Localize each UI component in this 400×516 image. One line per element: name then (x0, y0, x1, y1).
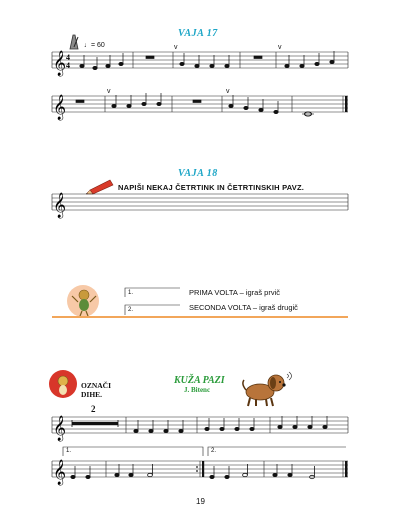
kuza-title: KUŽA PAZI (174, 375, 225, 386)
tempo-marking: ♩= 60 (84, 42, 105, 49)
svg-text:4: 4 (66, 53, 70, 62)
kuza-volta-2: 2. (211, 448, 217, 454)
svg-text:𝄞: 𝄞 (53, 193, 67, 218)
orange-divider (52, 316, 348, 318)
svg-text:𝄞: 𝄞 (53, 460, 67, 485)
kuza-staff-2 (0, 457, 400, 497)
prima-volta-text: PRIMA VOLTA – igraš prvič (189, 288, 280, 297)
breath-mark: v (174, 44, 178, 51)
character-badge-icon (48, 369, 78, 399)
prima-volta-number: 1. (128, 290, 134, 296)
multi-rest-count: 2 (91, 404, 96, 414)
kuza-composer: J. Bitenc (184, 386, 211, 394)
musician-character-icon (66, 284, 102, 318)
svg-text:4: 4 (66, 61, 70, 70)
vaja18-title: VAJA 18 (178, 168, 218, 179)
kuza-volta-1: 1. (66, 448, 72, 454)
breath-mark: v (278, 44, 282, 51)
vaja18-staff[interactable] (0, 190, 400, 230)
vaja17-staff-1 (0, 48, 400, 88)
dog-icon (240, 370, 292, 408)
seconda-volta-text: SECONDA VOLTA – igraš drugič (189, 303, 298, 312)
page-number: 19 (196, 497, 205, 506)
svg-text:𝄞: 𝄞 (53, 416, 67, 441)
breath-instruction-1: OZNAČI (81, 381, 112, 390)
svg-text:𝄞: 𝄞 (53, 95, 67, 120)
breath-mark: v (226, 88, 230, 95)
svg-text:𝄞: 𝄞 (53, 51, 67, 76)
breath-instruction-2: DIHE. (81, 390, 103, 399)
vaja17-staff-2 (0, 92, 400, 132)
seconda-volta-number: 2. (128, 307, 134, 313)
vaja18-instruction: NAPIŠI NEKAJ ČETRTINK IN ČETRTINSKIH PAVZ. (118, 183, 305, 192)
breath-mark: v (107, 88, 111, 95)
vaja17-title: VAJA 17 (178, 28, 218, 39)
